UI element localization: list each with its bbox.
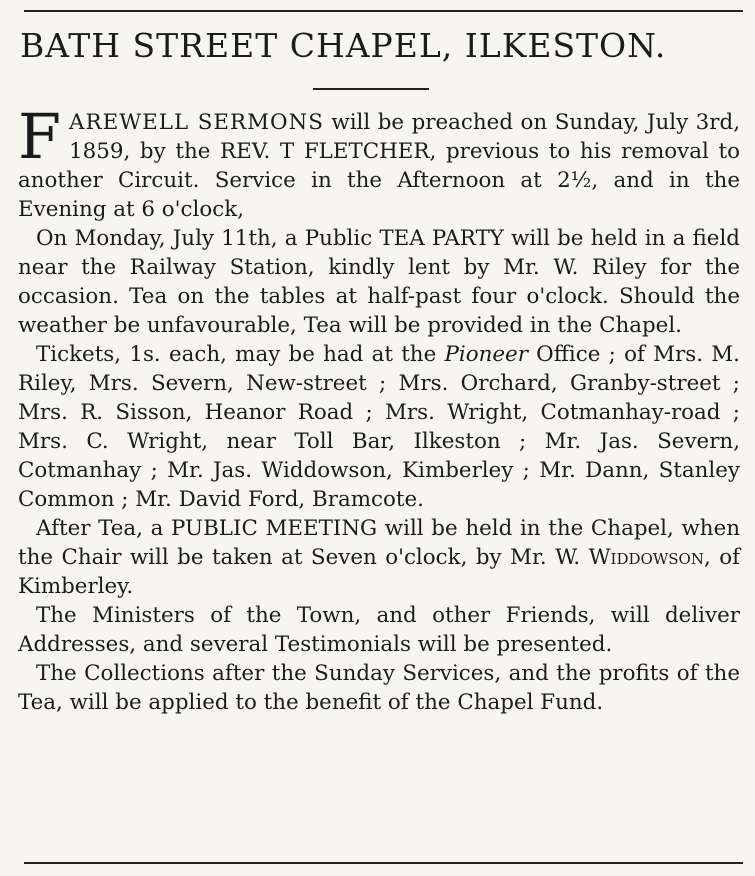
- notice-body: [18, 100, 740, 717]
- notice-heading: BATH STREET CHAPEL, ILKESTON.: [20, 26, 667, 65]
- bottom-rule: [24, 862, 743, 864]
- italic-pioneer: Pioneer: [444, 342, 528, 367]
- smallcaps-widdowson: Widdowson: [588, 545, 704, 570]
- paragraph-tickets: [18, 340, 740, 514]
- paragraph-public-meeting: [18, 514, 740, 601]
- paragraph-collections: The Collections after the Sunday Services, and the profits of the Tea, will be applied to the benefit of the Chapel Fund.: [18, 661, 740, 715]
- paragraph-text: Office ; of Mrs. M. Riley, Mrs. Severn, New-street ; Mrs. Orchard, Granby-street ; Mrs. R. Sisson, Heanor Road ; Mrs. Wright, Cotmanhay-road ; Mrs. C. Wright, near Toll Bar, Ilkeston ; Mr. Jas. Severn, Cotmanhay ; Mr. Jas. Widdowson, Kimberley ; Mr. Dann, Stanley Common ; Mr. David Ford, Bramcote.: [18, 342, 740, 512]
- paragraph-text: After Tea, a PUBLIC MEETING will be held in the Chapel, when the Chair will be taken at Seven o'clock, by Mr. W.: [18, 516, 740, 570]
- lead-text: AREWELL SERMONS: [69, 110, 324, 135]
- heading-divider: [313, 88, 429, 90]
- paragraph-text: Tickets, 1s. each, may be had at the: [36, 342, 445, 367]
- top-rule: [24, 10, 743, 12]
- paragraph-text: , of Kimberley.: [18, 545, 740, 599]
- paragraph-tea-party: On Monday, July 11th, a Public TEA PARTY will be held in a field near the Railway Station, kindly lent by Mr. W. Riley for the occasion. Tea on the tables at half-past four o'clock. Should the weather be unfavourable, Tea will be provided in the Chapel.: [18, 226, 740, 338]
- paragraph-text: will be preached on Sunday, July 3rd, 1859, by the REV. T FLETCHER, previous to his removal to another Circuit. Service in the Afternoon at 2½, and in the Evening at 6 o'clock,: [18, 110, 740, 222]
- paragraph-farewell-sermons: [18, 100, 740, 224]
- drop-cap: F: [18, 100, 62, 173]
- paragraph-ministers: The Ministers of the Town, and other Friends, will deliver Addresses, and several Testimonials will be presented.: [18, 603, 740, 657]
